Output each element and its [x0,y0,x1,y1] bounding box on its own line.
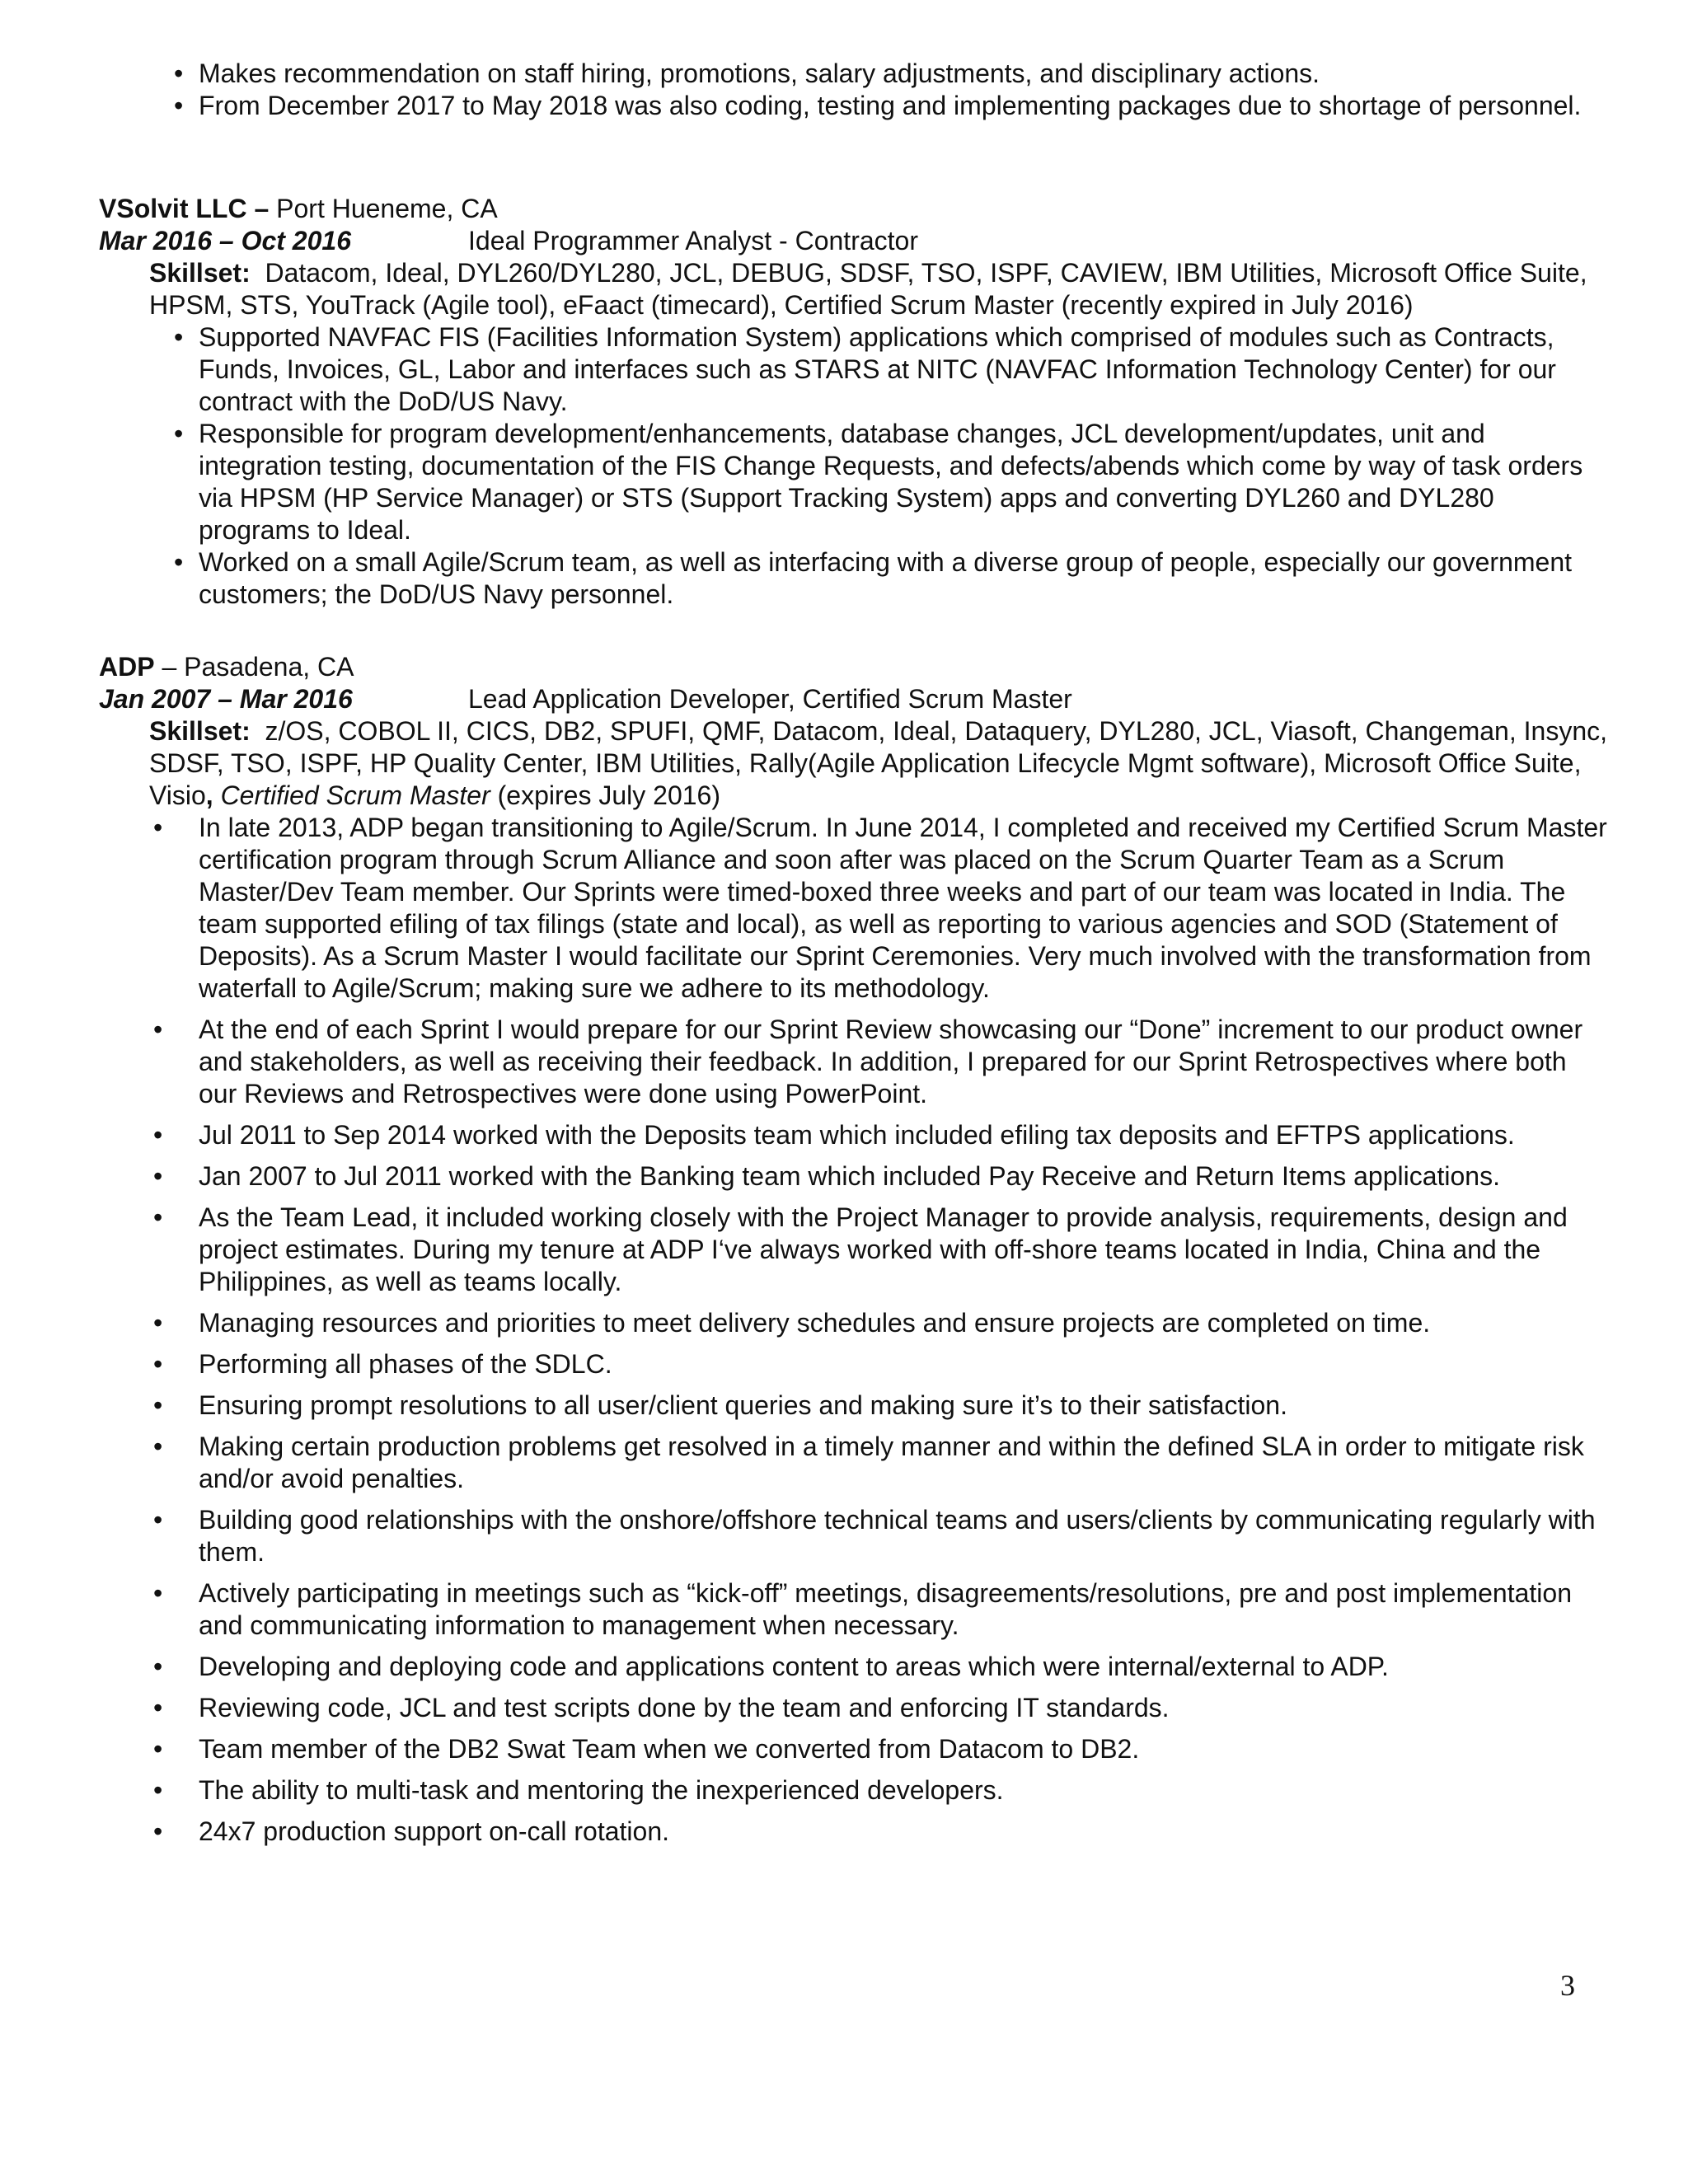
list-item: • Managing resources and priorities to meet delivery schedules and ensure projects are completed on time. [153,1308,1431,1338]
bullet-icon: • [153,813,163,842]
company-line [99,651,1607,683]
bullet-icon: • [174,322,184,352]
list-item: • The ability to multi-task and mentoring the inexperienced developers. [153,1775,1004,1805]
list-item: • From December 2017 to May 2018 was also coding, testing and implementing packages due to shortage of personnel. [174,91,1582,120]
list-item: • Making certain production problems get resolved in a timely manner and within the defined SLA in order to mitigate risk and/or avoid penalties. [153,1432,1584,1493]
job-period [99,683,1607,715]
bullet-icon: • [174,91,184,120]
skillset-comma: , [205,780,213,810]
bullet-icon: • [153,1432,163,1461]
previous-bullet-list [99,58,1607,122]
list-item: • As the Team Lead, it included working closely with the Project Manager to provide analysis, requirements, design and project estimates. During my tenure at ADP I‘ve always worked with off-shore teams located in India, China and the Philippines, as well as teams locally. [153,1202,1568,1296]
list-item: • Jul 2011 to Sep 2014 worked with the Deposits team which included efiling tax deposits and EFTPS applications. [153,1120,1515,1150]
bullet-icon: • [153,1734,163,1764]
bullet-icon: • [153,1652,163,1681]
vsolvit-bullet-list [99,321,1607,611]
bullet-icon: • [174,547,184,577]
bullet-icon: • [153,1015,163,1044]
list-item: • In late 2013, ADP began transitioning to Agile/Scrum. In June 2014, I completed and received my Certified Scrum Master certification program through Scrum Alliance and soon after was placed on the Scrum Quarter Team as a Scrum Master/Dev Team member. Our Sprints were timed-boxed three weeks and part of our team was located in India. The team supported efiling of tax filings (state and local), as well as reporting to various agencies and SOD (Statement of Deposits). As a Scrum Master I would facilitate our Sprint Ceremonies. Very much involved with the transformation from waterfall to Agile/Scrum; making sure we adhere to its methodology. [153,813,1607,1003]
list-item: • Actively participating in meetings such as “kick-off” meetings, disagreements/resolutions, pre and post implementation and communicating information to management when necessary. [153,1578,1572,1640]
job-vsolvit [99,193,1607,611]
bullet-icon: • [174,59,184,88]
list-item: • Ensuring prompt resolutions to all user/client queries and making sure it’s to their satisfaction. [153,1390,1287,1420]
job-adp [99,651,1607,1857]
list-item: • Reviewing code, JCL and test scripts done by the team and enforcing IT standards. [153,1693,1170,1722]
bullet-icon: • [153,1505,163,1535]
bullet-icon: • [153,1578,163,1608]
previous-job-bullets [99,58,1607,122]
list-item: • Team member of the DB2 Swat Team when we converted from Datacom to DB2. [153,1734,1140,1764]
job-period [99,225,1607,257]
bullet-icon: • [153,1693,163,1722]
bullet-icon: • [153,1120,163,1150]
skillset-label: Skillset: [149,258,251,288]
bullet-icon: • [153,1775,163,1805]
company-line [99,193,1607,225]
page-number: 3 [1560,1969,1575,2002]
skillset-expiry: (expires July 2016) [497,780,720,810]
list-item: • Makes recommendation on staff hiring, promotions, salary adjustments, and disciplinary actions. [174,59,1320,88]
skillset-label: Skillset: [149,716,251,746]
list-item: • Responsible for program development/enhancements, database changes, JCL development/updates, unit and integration testing, documentation of the FIS Change Requests, and defects/abends which come by way of task orders via HPSM (HP Service Manager) or STS (Support Tracking System) apps and converting DYL260 and DYL280 programs to Ideal. [174,419,1583,545]
list-item: • Supported NAVFAC FIS (Facilities Information System) applications which comprised of modules such as Contracts, Funds, Invoices, GL, Labor and interfaces such as STARS at NITC (NAVFAC Information Technology Center) for our contract with the DoD/US Navy. [174,322,1556,416]
bullet-icon: • [153,1161,163,1191]
job-title: Lead Application Developer, Certified Scrum Master [468,684,1072,714]
company-name: VSolvit LLC – [99,194,270,223]
company-location: – Pasadena, CA [162,652,354,682]
list-item: • Worked on a small Agile/Scrum team, as well as interfacing with a diverse group of people, especially our government customers; the DoD/US Navy personnel. [174,547,1573,609]
skillset-certification: Certified Scrum Master [220,780,490,810]
list-item: • Jan 2007 to Jul 2011 worked with the Banking team which included Pay Receive and Return Items applications. [153,1161,1500,1191]
list-item: • Developing and deploying code and applications content to areas which were internal/external to ADP. [153,1652,1389,1681]
bullet-icon: • [153,1349,163,1379]
job-dates: Jan 2007 – Mar 2016 [99,684,353,714]
list-item: • Building good relationships with the onshore/offshore technical teams and users/clients by communicating regularly with them. [153,1505,1596,1567]
job-title: Ideal Programmer Analyst - Contractor [468,226,918,255]
bullet-icon: • [153,1816,163,1846]
adp-bullet-list [99,812,1607,1848]
bullet-icon: • [153,1390,163,1420]
bullet-icon: • [153,1308,163,1338]
list-item: • Performing all phases of the SDLC. [153,1349,612,1379]
skillset-text: z/OS, COBOL II, CICS, DB2, SPUFI, QMF, Datacom, Ideal, Dataquery, DYL280, JCL, Viasoft, Changeman, Insync, SDSF, TSO, ISPF, HP Quality Center, IBM Utilities, Rally(Agile Application Lifecycle Mgmt software), Microsoft Office Suite, Visio [149,716,1607,810]
skillset [99,257,1607,321]
skillset [99,715,1607,812]
bullet-icon: • [174,419,184,448]
bullet-icon: • [153,1202,163,1232]
list-item: • 24x7 production support on-call rotation. [153,1816,670,1846]
list-item: • At the end of each Sprint I would prepare for our Sprint Review showcasing our “Done” increment to our product owner and stakeholders, as well as receiving their feedback. In addition, I prepared for our Sprint Retrospectives where both our Reviews and Retrospectives were done using PowerPoint. [153,1015,1583,1108]
company-location: Port Hueneme, CA [276,194,498,223]
company-name: ADP [99,652,155,682]
skillset-text: Datacom, Ideal, DYL260/DYL280, JCL, DEBUG, SDSF, TSO, ISPF, CAVIEW, IBM Utilities, Microsoft Office Suite, HPSM, STS, YouTrack (Agile tool), eFaact (timecard), Certified Scrum Master (recently expired in July 2016) [149,258,1587,320]
job-dates: Mar 2016 – Oct 2016 [99,226,351,255]
